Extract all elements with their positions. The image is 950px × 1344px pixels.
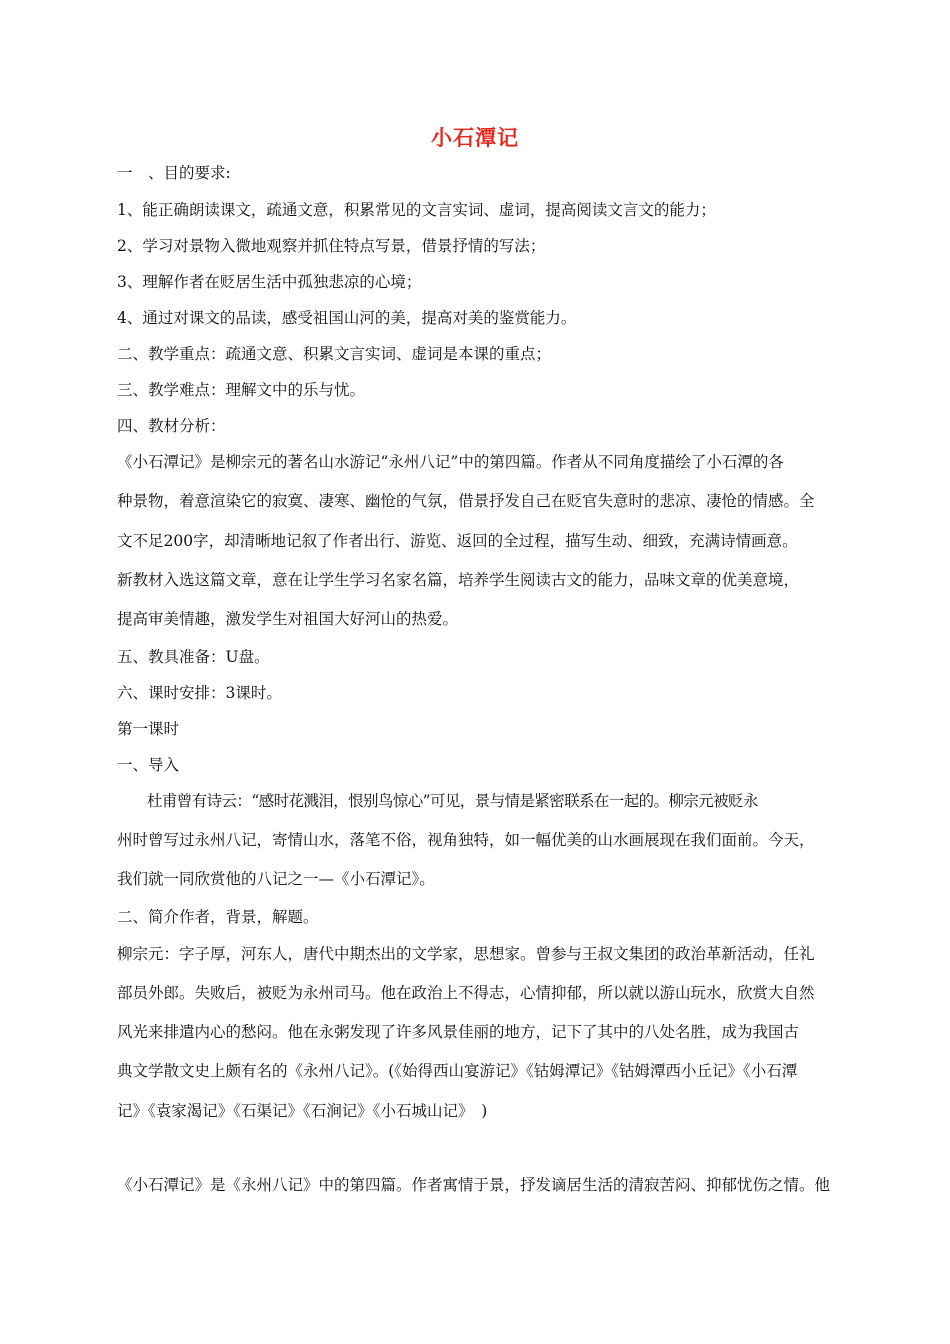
paragraph-line: 提高审美情趣，激发学生对祖国大好河山的热爱。 bbox=[117, 610, 459, 628]
section-heading-author: 二、简介作者，背景，解题。 bbox=[117, 908, 319, 926]
paragraph-line: 记》《袁家渴记》《石渠记》《石涧记》《小石城山记》 ) bbox=[117, 1102, 488, 1120]
paragraph-line: 《小石潭记》是柳宗元的著名山水游记“永州八记”中的第四篇。作者从不同角度描绘了小石潭的各 bbox=[117, 453, 784, 471]
goal-item-3: 3、理解作者在贬居生活中孤独悲凉的心境； bbox=[117, 273, 422, 291]
lesson-heading: 第一课时 bbox=[117, 720, 180, 738]
section-heading-goals: 一 、目的要求: bbox=[117, 164, 231, 182]
paragraph-line: 新教材入选这篇文章，意在让学生学习名家名篇，培养学生阅读古文的能力，品味文章的优美意境， bbox=[117, 571, 800, 589]
section-heading-difficulties: 三、教学难点：理解文中的乐与忧。 bbox=[117, 381, 366, 399]
document-title: 小石潭记 bbox=[431, 125, 519, 150]
paragraph-line: 文不足200字，却清晰地记叙了作者出行、游览、返回的全过程，描写生动、细致，充满诗情画意。 bbox=[117, 532, 798, 550]
goal-item-4: 4、通过对课文的品读，感受祖国山河的美，提高对美的鉴赏能力。 bbox=[117, 309, 577, 327]
paragraph-line: 部员外郎。失败后，被贬为永州司马。他在政治上不得志，心情抑郁，所以就以游山玩水，欣赏大自然 bbox=[117, 984, 815, 1002]
goal-item-1: 1、能正确朗读课文，疏通文意，积累常见的文言实词、虚词，提高阅读文言文的能力； bbox=[117, 201, 716, 219]
paragraph-line: 杜甫曾有诗云：“感时花溅泪，恨别鸟惊心”可见，景与情是紧密联系在一起的。柳宗元被贬永 bbox=[147, 792, 758, 810]
paragraph-line: 《小石潭记》是《永州八记》中的第四篇。作者寓情于景，抒发谪居生活的清寂苦闷、抑郁忧伤之情。他 bbox=[117, 1176, 831, 1194]
paragraph-line: 我们就一同欣赏他的八记之一—《小石潭记》。 bbox=[117, 870, 435, 888]
paragraph-line: 典文学散文史上颇有名的《永州八记》。(《始得西山宴游记》《钴姆潭记》《钴姆潭西小丘记》《小石潭 bbox=[117, 1062, 798, 1080]
section-heading-tools: 五、教具准备：U盘。 bbox=[117, 648, 270, 666]
paragraph-line: 种景物，着意渲染它的寂寞、凄寒、幽怆的气氛，借景抒发自己在贬官失意时的悲凉、凄怆的情感。全 bbox=[117, 492, 815, 510]
section-heading-intro: 一、导入 bbox=[117, 756, 180, 774]
paragraph-line: 州时曾写过永州八记，寄情山水，落笔不俗，视角独特，如一幅优美的山水画展现在我们面前。今天， bbox=[117, 831, 815, 849]
paragraph-line: 风光来排遣内心的愁闷。他在永粥发现了许多风景佳丽的地方，记下了其中的八处名胜，成为我国古 bbox=[117, 1023, 800, 1041]
paragraph-line: 柳宗元：字子厚，河东人，唐代中期杰出的文学家，思想家。曾参与王叔文集团的政治革新活动，任礼 bbox=[117, 945, 815, 963]
goal-item-2: 2、学习对景物入微地观察并抓住特点写景，借景抒情的写法； bbox=[117, 237, 546, 255]
section-heading-schedule: 六、课时安排：3课时。 bbox=[117, 684, 282, 702]
section-heading-analysis: 四、教材分析： bbox=[117, 417, 226, 435]
section-heading-key-points: 二、教学重点：疏通文意、积累文言实词、虚词是本课的重点； bbox=[117, 345, 552, 363]
